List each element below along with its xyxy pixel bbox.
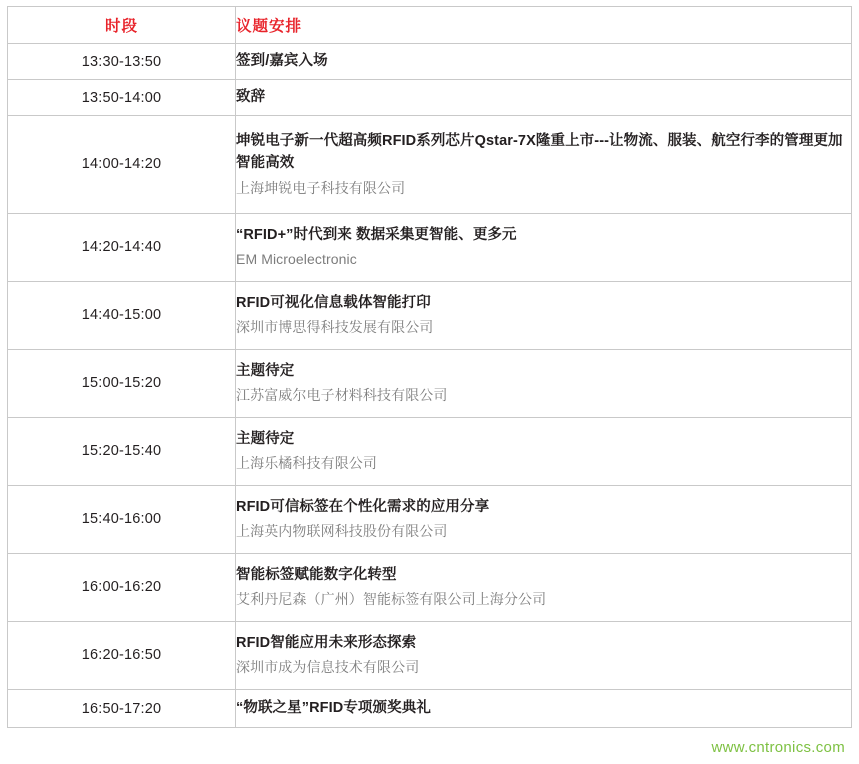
row-topic-title: 签到/嘉宾入场 bbox=[236, 53, 328, 70]
column-header-time: 时段 bbox=[8, 7, 236, 44]
table-row bbox=[8, 554, 852, 622]
row-time: 14:00-14:20 bbox=[8, 116, 236, 214]
row-topic-title: 致辞 bbox=[236, 89, 266, 106]
row-time: 15:20-15:40 bbox=[8, 418, 236, 486]
row-topic-org: 深圳市博思得科技发展有限公司 bbox=[236, 319, 434, 336]
table-row bbox=[8, 214, 852, 282]
row-topic bbox=[236, 554, 852, 622]
table-row bbox=[8, 622, 852, 690]
row-topic-title: 主题待定 bbox=[236, 362, 295, 379]
row-topic-org: 深圳市成为信息技术有限公司 bbox=[236, 659, 420, 676]
row-topic bbox=[236, 350, 852, 418]
row-topic bbox=[236, 690, 852, 728]
row-topic bbox=[236, 116, 852, 214]
table-body bbox=[8, 44, 852, 728]
table-header bbox=[8, 7, 852, 44]
table-row bbox=[8, 350, 852, 418]
row-topic bbox=[236, 486, 852, 554]
row-topic-org: 上海乐橘科技有限公司 bbox=[236, 455, 377, 472]
table-row bbox=[8, 418, 852, 486]
agenda-table bbox=[7, 6, 852, 728]
row-time: 16:00-16:20 bbox=[8, 554, 236, 622]
row-topic bbox=[236, 44, 852, 80]
row-topic-title: “RFID+”时代到来 数据采集更智能、更多元 bbox=[236, 226, 517, 243]
table-row bbox=[8, 80, 852, 116]
table-row bbox=[8, 44, 852, 80]
row-topic bbox=[236, 622, 852, 690]
row-topic-title: 主题待定 bbox=[236, 430, 295, 447]
row-topic bbox=[236, 80, 852, 116]
column-header-topic: 议题安排 bbox=[236, 7, 852, 44]
row-topic-title: RFID智能应用未来形态探索 bbox=[236, 634, 417, 651]
row-time: 16:50-17:20 bbox=[8, 690, 236, 728]
row-time: 13:30-13:50 bbox=[8, 44, 236, 80]
row-time: 14:20-14:40 bbox=[8, 214, 236, 282]
row-topic-title: 智能标签赋能数字化转型 bbox=[236, 566, 397, 583]
row-time: 16:20-16:50 bbox=[8, 622, 236, 690]
watermark: www.cntronics.com bbox=[711, 739, 845, 756]
row-time: 15:40-16:00 bbox=[8, 486, 236, 554]
table-row bbox=[8, 690, 852, 728]
row-topic bbox=[236, 214, 852, 282]
row-topic-org: 上海坤锐电子科技有限公司 bbox=[236, 179, 406, 196]
table-header-row bbox=[8, 7, 852, 44]
row-time: 14:40-15:00 bbox=[8, 282, 236, 350]
row-topic-org: EM Microelectronic bbox=[236, 251, 357, 268]
row-topic bbox=[236, 282, 852, 350]
row-topic-org: 江苏富威尔电子材料科技有限公司 bbox=[236, 387, 448, 404]
row-time: 13:50-14:00 bbox=[8, 80, 236, 116]
row-topic-title: 坤锐电子新一代超高频RFID系列芯片Qstar-7X隆重上市---让物流、服装、航空行李的管理更加智能高效 bbox=[236, 132, 843, 172]
row-topic-org: 艾利丹尼森（广州）智能标签有限公司上海分公司 bbox=[236, 591, 547, 608]
row-time: 15:00-15:20 bbox=[8, 350, 236, 418]
row-topic-title: RFID可信标签在个性化需求的应用分享 bbox=[236, 498, 490, 515]
row-topic-title: “物联之星”RFID专项颁奖典礼 bbox=[236, 700, 431, 717]
row-topic-title: RFID可视化信息载体智能打印 bbox=[236, 294, 431, 311]
row-topic bbox=[236, 418, 852, 486]
table-row bbox=[8, 116, 852, 214]
row-topic-org: 上海英内物联网科技股份有限公司 bbox=[236, 523, 448, 540]
table-row bbox=[8, 282, 852, 350]
table-row bbox=[8, 486, 852, 554]
